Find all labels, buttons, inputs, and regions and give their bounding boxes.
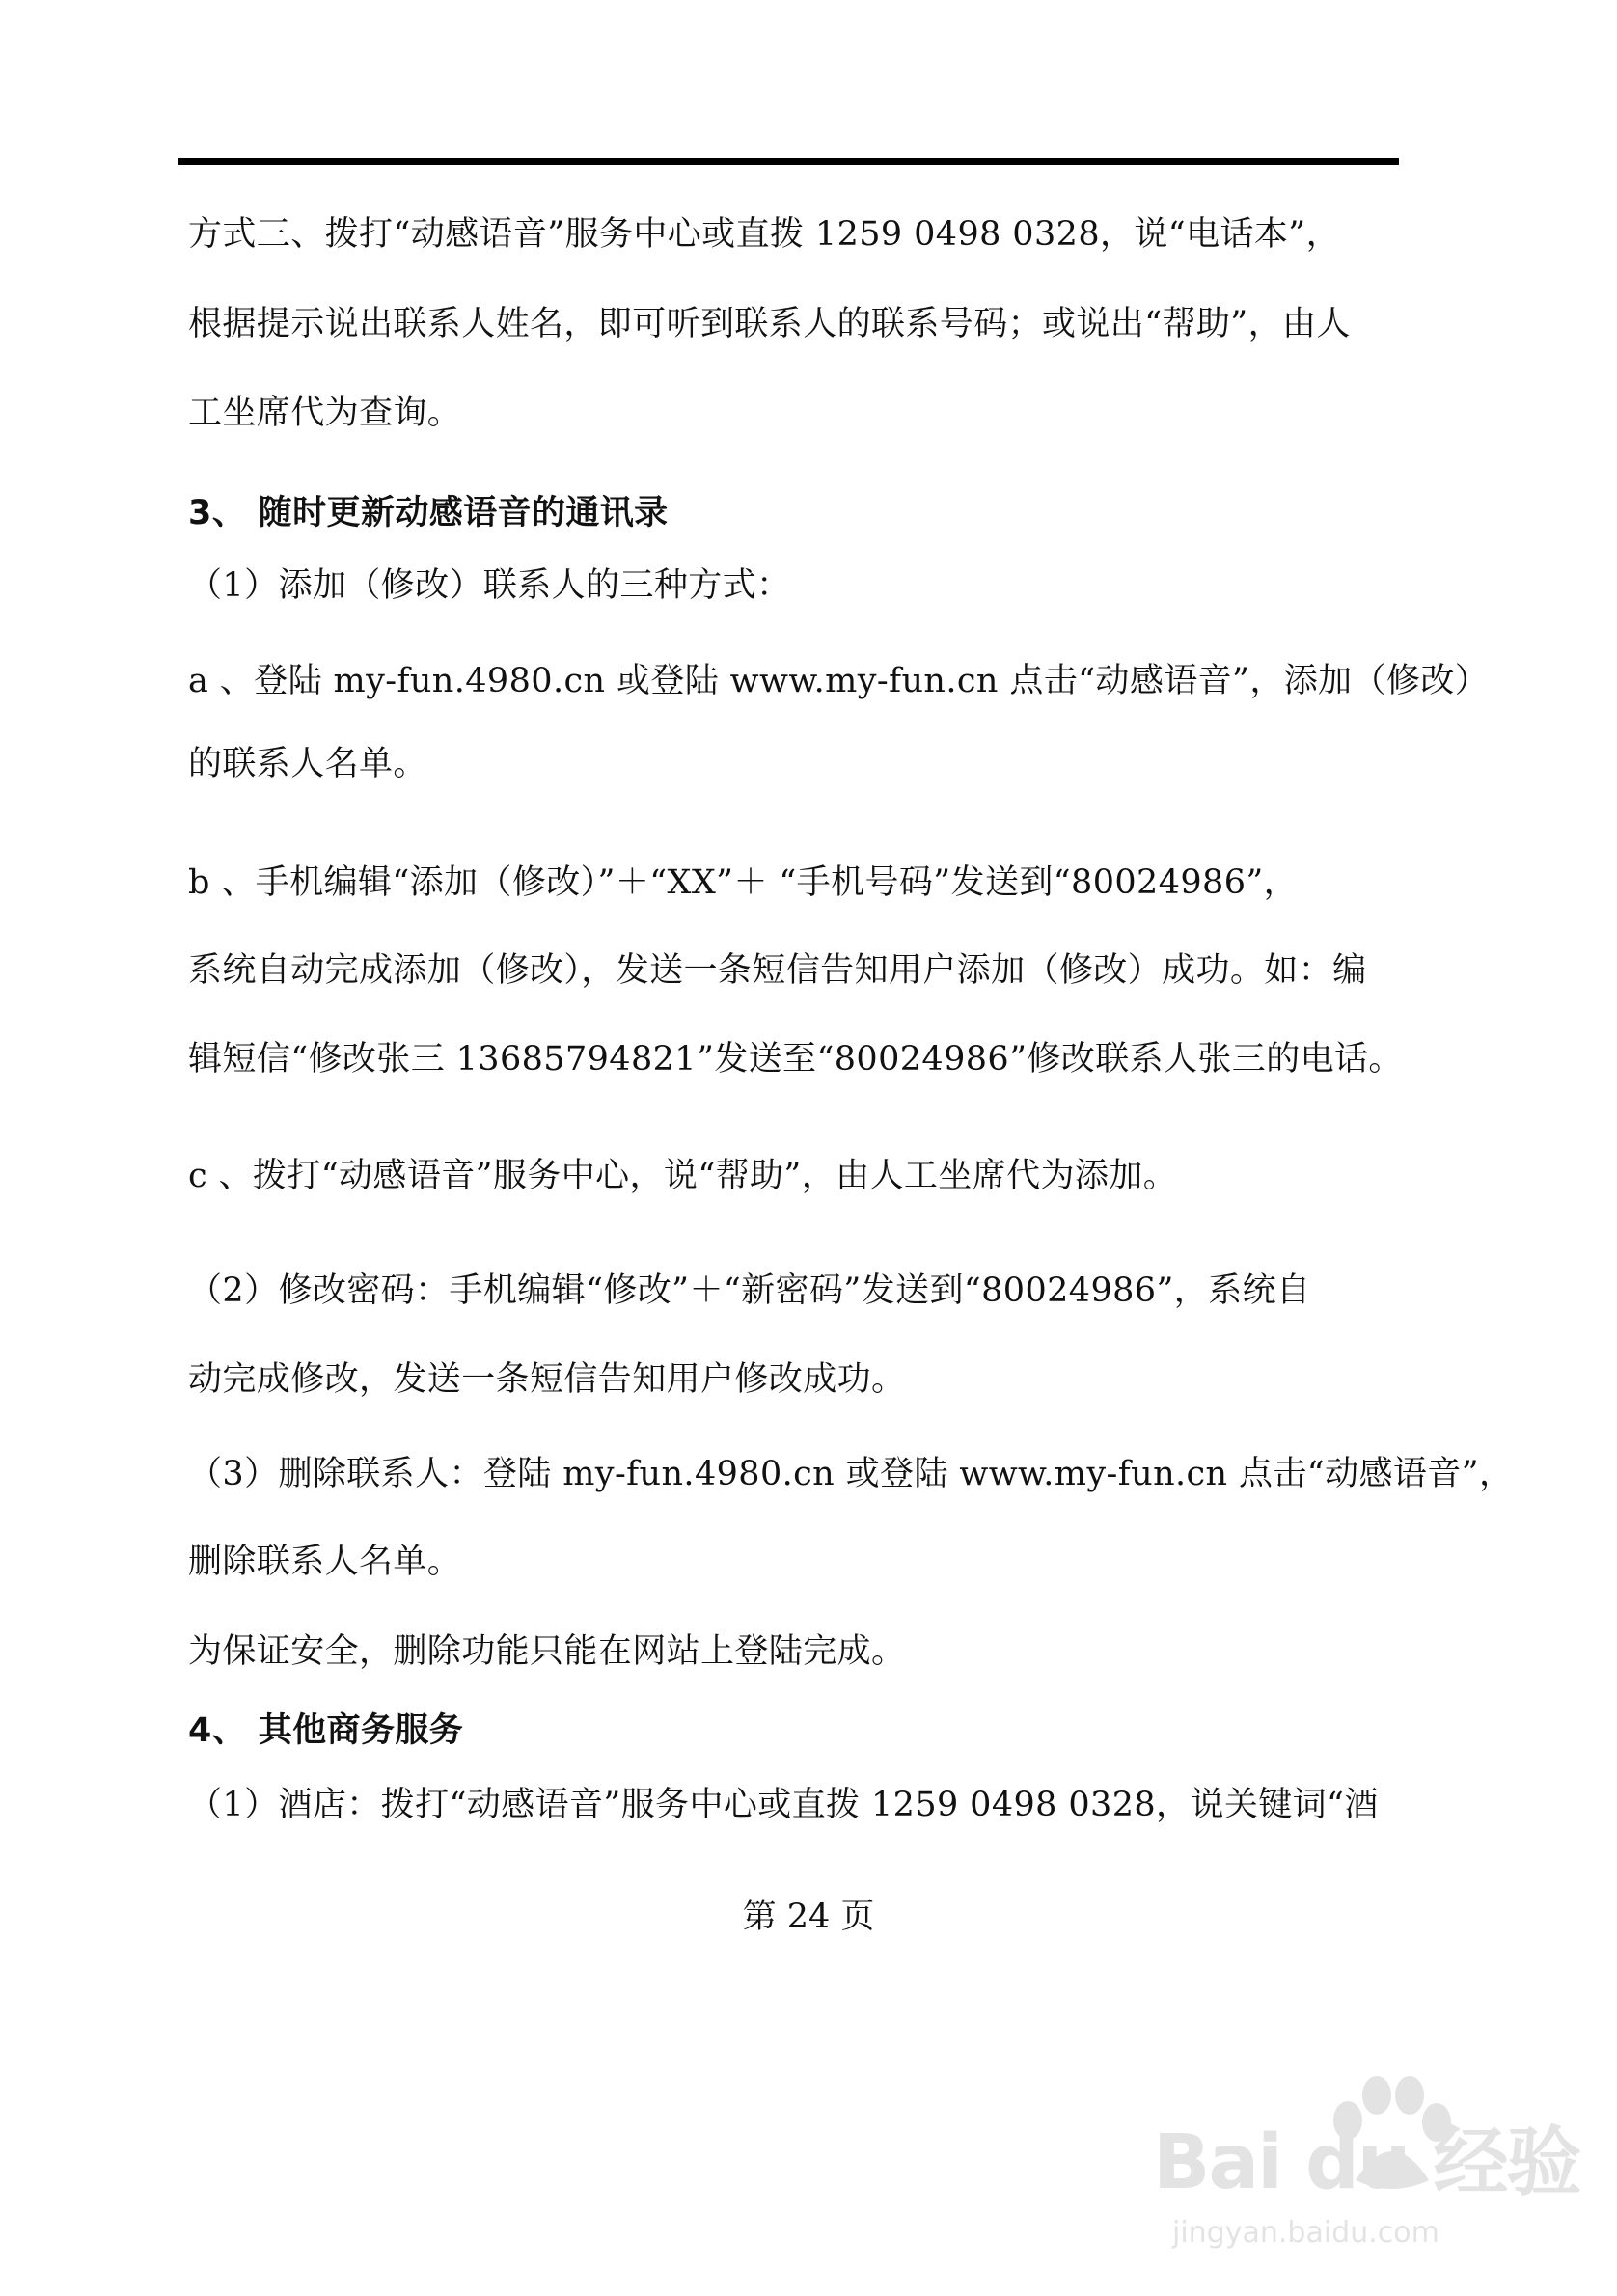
body-line: c 、拨打“动感语音”服务中心，说“帮助”，由人工坐席代为添加。 [188,1157,1178,1195]
body-line: 的联系人名单。 [188,745,427,783]
body-line: 删除联系人名单。 [188,1543,462,1581]
body-line: （2）修改密码：手机编辑“修改”＋“新密码”发送到“80024986”，系统自 [188,1271,1311,1310]
page-number: 第 24 页 [742,1898,875,1936]
body-line: b 、手机编辑“添加（修改）”＋“XX”＋ “手机号码”发送到“80024986”， [188,863,1299,902]
body-line: 动完成修改，发送一条短信告知用户修改成功。 [188,1360,906,1399]
body-line: 系统自动完成添加（修改），发送一条短信告知用户添加（修改）成功。如：编 [188,951,1367,990]
baidu-jingyan-watermark [1153,2074,1580,2267]
body-line: 根据提示说出联系人姓名，即可听到联系人的联系号码；或说出“帮助”，由人 [188,305,1351,343]
body-line: 辑短信“修改张三 13685794821”发送至“80024986”修改联系人张三的电话。 [188,1040,1403,1079]
body-line: 为保证安全，删除功能只能在网站上登陆完成。 [188,1632,906,1671]
body-line: a 、登陆 my-fun.4980.cn 或登陆 www.my-fun.cn 点击“动感语音”，添加（修改） [188,662,1490,700]
body-line: （1）添加（修改）联系人的三种方式： [188,566,791,605]
body-line: 工坐席代为查询。 [188,394,462,432]
body-line: （3）删除联系人：登陆 my-fun.4980.cn 或登陆 www.my-fun.cn 点击“动感语音”， [188,1455,1514,1493]
body-line: 方式三、拨打“动感语音”服务中心或直拨 1259 0498 0328，说“电话本”， [188,215,1340,254]
watermark-url: jingyan.baidu.com [1172,2216,1439,2250]
section-heading-4: 4、 其他商务服务 [188,1711,464,1750]
body-line: （1）酒店：拨打“动感语音”服务中心或直拨 1259 0498 0328，说关键词“酒 [188,1786,1379,1824]
section-heading-3: 3、 随时更新动感语音的通讯录 [188,494,669,533]
header-rule [178,158,1399,165]
watermark-logo: Bai du 经验 [1153,2119,1580,2206]
